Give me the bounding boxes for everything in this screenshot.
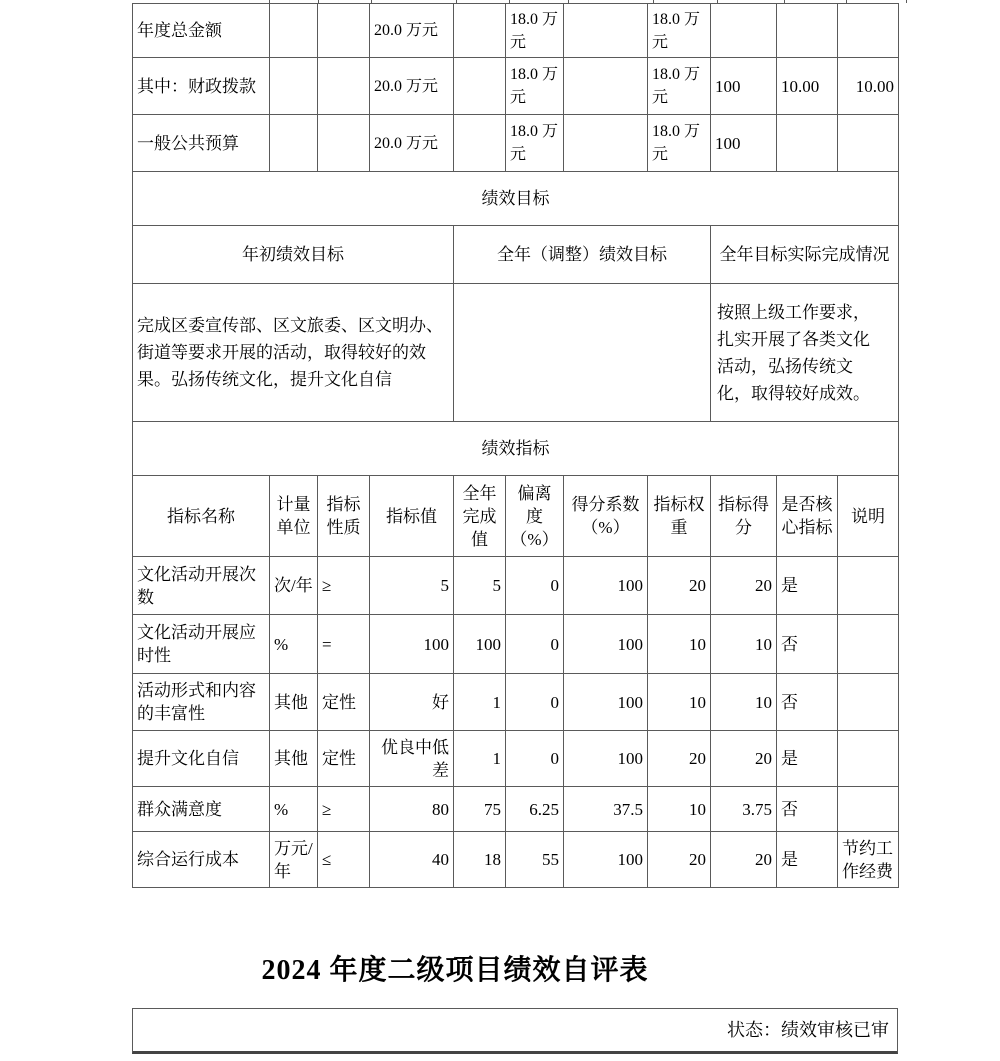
indicator-deviation: 0 — [506, 731, 564, 787]
col-header-completed-value: 全年完成值 — [454, 476, 506, 557]
table-cell — [454, 4, 506, 58]
indicator-weight: 10 — [648, 615, 711, 674]
adjusted-amount: 18.0 万元 — [506, 4, 564, 58]
col-header-remark: 说明 — [838, 476, 899, 557]
indicator-target: 100 — [370, 615, 454, 674]
goal-text-initial: 完成区委宣传部、区文旅委、区文明办、街道等要求开展的活动，取得较好的效果。弘扬传统文化，提升文化自信 — [133, 284, 454, 422]
indicator-unit: % — [270, 615, 318, 674]
table-cell — [270, 115, 318, 172]
goals-banner-row — [133, 172, 899, 226]
indicator-name: 群众满意度 — [133, 787, 270, 832]
funding-row-annual-total — [133, 4, 899, 58]
funding-label: 年度总金额 — [133, 4, 270, 58]
indicator-score: 20 — [711, 731, 777, 787]
indicator-completed: 1 — [454, 731, 506, 787]
adjusted-amount: 18.0 万元 — [506, 58, 564, 115]
table-cell — [270, 4, 318, 58]
indicator-name: 综合运行成本 — [133, 832, 270, 888]
col-header-core-indicator: 是否核心指标 — [777, 476, 838, 557]
table-cell — [777, 115, 838, 172]
table-cell — [318, 58, 370, 115]
indicator-coefficient: 100 — [564, 615, 648, 674]
table-cell — [564, 115, 648, 172]
indicator-nature: ≥ — [318, 557, 370, 615]
indicator-completed: 100 — [454, 615, 506, 674]
indicator-weight: 20 — [648, 731, 711, 787]
indicator-score: 20 — [711, 832, 777, 888]
indicator-completed: 75 — [454, 787, 506, 832]
indicators-header-row — [133, 476, 899, 557]
goal-header-adjusted: 全年（调整）绩效目标 — [454, 226, 711, 284]
indicator-remark — [838, 615, 899, 674]
indicator-coefficient: 100 — [564, 557, 648, 615]
indicators-section-title: 绩效指标 — [133, 422, 899, 476]
adjusted-amount: 18.0 万元 — [506, 115, 564, 172]
goal-header-initial: 年初绩效目标 — [133, 226, 454, 284]
indicator-unit: % — [270, 787, 318, 832]
indicator-unit: 其他 — [270, 674, 318, 731]
indicator-row — [133, 731, 899, 787]
indicator-target: 好 — [370, 674, 454, 731]
execution-rate: 100 — [711, 115, 777, 172]
col-header-deviation: 偏离度（%） — [506, 476, 564, 557]
indicator-deviation: 6.25 — [506, 787, 564, 832]
goal-header-actual: 全年目标实际完成情况 — [711, 226, 899, 284]
indicators-banner-row — [133, 422, 899, 476]
indicator-score: 3.75 — [711, 787, 777, 832]
indicator-target: 80 — [370, 787, 454, 832]
indicator-nature: 定性 — [318, 731, 370, 787]
goals-header-row — [133, 226, 899, 284]
indicator-remark — [838, 674, 899, 731]
indicator-unit: 万元/年 — [270, 832, 318, 888]
table-cell — [564, 4, 648, 58]
col-header-indicator-name: 指标名称 — [133, 476, 270, 557]
indicator-score: 10 — [711, 674, 777, 731]
indicator-deviation: 0 — [506, 674, 564, 731]
indicator-unit: 其他 — [270, 731, 318, 787]
indicator-name: 文化活动开展次数 — [133, 557, 270, 615]
indicator-row — [133, 615, 899, 674]
indicator-score: 10 — [711, 615, 777, 674]
executed-amount: 18.0 万元 — [648, 4, 711, 58]
page-title: 2024 年度二级项目绩效自评表 — [261, 955, 649, 986]
col-header-nature: 指标性质 — [318, 476, 370, 557]
indicator-completed: 1 — [454, 674, 506, 731]
execution-rate: 100 — [711, 58, 777, 115]
indicator-core: 是 — [777, 832, 838, 888]
score-weight: 10.00 — [777, 58, 838, 115]
indicator-coefficient: 100 — [564, 674, 648, 731]
table-cell — [838, 4, 899, 58]
indicator-core: 否 — [777, 787, 838, 832]
funding-label: 一般公共预算 — [133, 115, 270, 172]
col-header-score: 指标得分 — [711, 476, 777, 557]
table-cell — [564, 58, 648, 115]
status-text: 状态：绩效审核已审 — [727, 1020, 889, 1040]
indicator-coefficient: 37.5 — [564, 787, 648, 832]
indicator-nature: 定性 — [318, 674, 370, 731]
executed-amount: 18.0 万元 — [648, 115, 711, 172]
table-cell — [777, 4, 838, 58]
indicator-row — [133, 787, 899, 832]
budget-amount: 20.0 万元 — [370, 115, 454, 172]
self-evaluation-table — [132, 3, 899, 888]
goals-section-title: 绩效目标 — [133, 172, 899, 226]
indicator-deviation: 0 — [506, 615, 564, 674]
table-cell — [318, 4, 370, 58]
indicator-core: 是 — [777, 557, 838, 615]
funding-label: 其中：财政拨款 — [133, 58, 270, 115]
indicator-unit: 次/年 — [270, 557, 318, 615]
indicator-row — [133, 674, 899, 731]
goal-text-actual: 按照上级工作要求，扎实开展了各类文化活动，弘扬传统文化，取得较好成效。 — [711, 284, 899, 422]
indicator-weight: 10 — [648, 674, 711, 731]
funding-row-public-budget — [133, 115, 899, 172]
table-cell — [454, 58, 506, 115]
table-cell — [838, 115, 899, 172]
performance-evaluation-table — [132, 3, 899, 888]
budget-amount: 20.0 万元 — [370, 58, 454, 115]
goals-text-row — [133, 284, 899, 422]
indicator-name: 提升文化自信 — [133, 731, 270, 787]
col-header-score-coefficient: 得分系数（%） — [564, 476, 648, 557]
indicator-name: 活动形式和内容的丰富性 — [133, 674, 270, 731]
indicator-remark — [838, 731, 899, 787]
indicator-score: 20 — [711, 557, 777, 615]
table-cell — [711, 4, 777, 58]
indicator-deviation: 55 — [506, 832, 564, 888]
indicator-weight: 20 — [648, 832, 711, 888]
indicator-completed: 18 — [454, 832, 506, 888]
executed-amount: 18.0 万元 — [648, 58, 711, 115]
score-value: 10.00 — [838, 58, 899, 115]
table-cell — [318, 115, 370, 172]
indicator-completed: 5 — [454, 557, 506, 615]
table-cell — [454, 115, 506, 172]
indicator-core: 是 — [777, 731, 838, 787]
indicator-nature: ≤ — [318, 832, 370, 888]
goal-text-adjusted — [454, 284, 711, 422]
indicator-nature: = — [318, 615, 370, 674]
col-header-target-value: 指标值 — [370, 476, 454, 557]
indicator-coefficient: 100 — [564, 731, 648, 787]
indicator-remark: 节约工作经费 — [838, 832, 899, 888]
indicator-coefficient: 100 — [564, 832, 648, 888]
indicator-weight: 10 — [648, 787, 711, 832]
indicator-deviation: 0 — [506, 557, 564, 615]
indicator-weight: 20 — [648, 557, 711, 615]
funding-row-fiscal-appropriation — [133, 58, 899, 115]
indicator-row — [133, 832, 899, 888]
indicator-target: 40 — [370, 832, 454, 888]
indicator-row — [133, 557, 899, 615]
col-header-weight: 指标权重 — [648, 476, 711, 557]
budget-amount: 20.0 万元 — [370, 4, 454, 58]
indicator-core: 否 — [777, 674, 838, 731]
status-bar — [132, 1008, 898, 1054]
indicator-target: 优良中低差 — [370, 731, 454, 787]
indicator-nature: ≥ — [318, 787, 370, 832]
indicator-core: 否 — [777, 615, 838, 674]
indicator-name: 文化活动开展应时性 — [133, 615, 270, 674]
indicator-remark — [838, 557, 899, 615]
table-cell — [270, 58, 318, 115]
indicator-remark — [838, 787, 899, 832]
col-header-unit: 计量单位 — [270, 476, 318, 557]
indicator-target: 5 — [370, 557, 454, 615]
